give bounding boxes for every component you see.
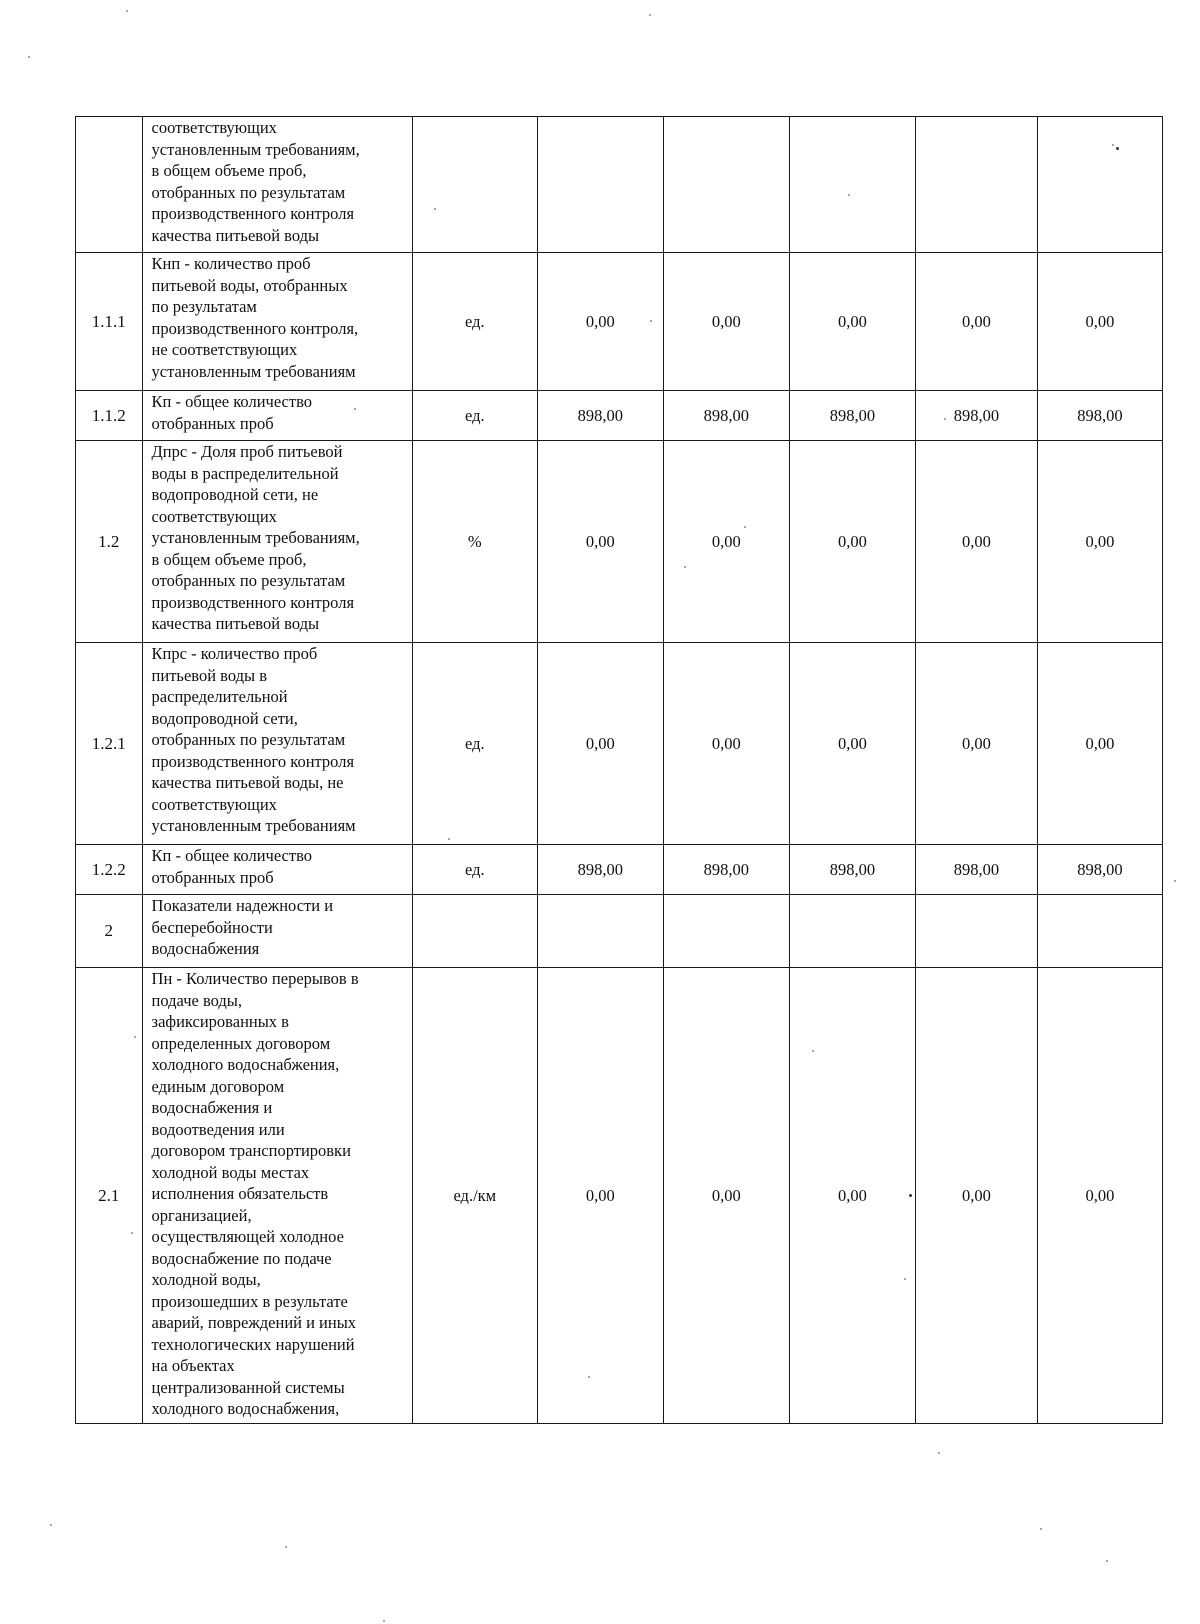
row-value: 0,00 xyxy=(915,968,1037,1424)
scan-speck xyxy=(134,1036,136,1038)
row-value xyxy=(663,117,789,253)
scan-speck xyxy=(131,1232,133,1234)
scan-speck xyxy=(744,526,746,528)
indicators-table xyxy=(75,116,1163,1424)
row-value: 898,00 xyxy=(915,391,1037,441)
row-value: 898,00 xyxy=(789,391,915,441)
row-value: 898,00 xyxy=(537,391,663,441)
row-number: 1.2.1 xyxy=(76,643,143,845)
row-unit xyxy=(412,117,537,253)
table-row xyxy=(76,117,1163,253)
scan-speck xyxy=(1116,147,1119,150)
table-row xyxy=(76,441,1163,643)
row-value: 0,00 xyxy=(537,968,663,1424)
row-description: Показатели надежности и бесперебойности водоснабжения xyxy=(142,895,412,968)
row-value xyxy=(537,895,663,968)
row-unit: % xyxy=(412,441,537,643)
row-unit xyxy=(412,895,537,968)
row-unit: ед. xyxy=(412,253,537,391)
row-value: 0,00 xyxy=(789,441,915,643)
row-number: 2.1 xyxy=(76,968,143,1424)
row-value: 0,00 xyxy=(663,968,789,1424)
scan-speck xyxy=(684,566,686,568)
row-value xyxy=(1037,117,1162,253)
row-value: 0,00 xyxy=(663,441,789,643)
row-value: 0,00 xyxy=(663,643,789,845)
row-description: Дпрс - Доля проб питьевой воды в распределительной водопроводной сети, не соответствующих установленным требованиям, в общем объеме проб, отобранных по результатам производственного контроля качества питьевой воды xyxy=(142,441,412,643)
scan-speck xyxy=(904,1278,906,1280)
scan-speck xyxy=(448,838,450,840)
scan-speck xyxy=(126,10,128,12)
row-description: Кпрс - количество проб питьевой воды в распределительной водопроводной сети, отобранных по результатам производственного контроля качества питьевой воды, не соответствующих установленным требованиям xyxy=(142,643,412,845)
row-description: соответствующих установленным требованиям, в общем объеме проб, отобранных по результатам производственного контроля качества питьевой воды xyxy=(142,117,412,253)
row-value xyxy=(915,895,1037,968)
table-row xyxy=(76,643,1163,845)
row-value: 898,00 xyxy=(789,845,915,895)
row-value xyxy=(1037,895,1162,968)
row-description: Пн - Количество перерывов в подаче воды, зафиксированных в определенных договором холодного водоснабжения, единым договором водоснабжения и водоотведения или договором транспортировки холодной воды местах исполнения обязательств организацией, осуществляющей холодное водоснабжение по подаче холодной воды, произошедших в результате аварий, повреждений и иных технологических нарушений на объектах централизованной системы холодного водоснабжения, xyxy=(142,968,412,1424)
row-value: 0,00 xyxy=(1037,968,1162,1424)
row-value xyxy=(537,117,663,253)
table-row xyxy=(76,253,1163,391)
row-number: 1.1.1 xyxy=(76,253,143,391)
scan-speck xyxy=(944,418,946,420)
row-value: 898,00 xyxy=(1037,845,1162,895)
row-value: 0,00 xyxy=(663,253,789,391)
row-description: Кп - общее количество отобранных проб xyxy=(142,391,412,441)
row-value: 898,00 xyxy=(663,845,789,895)
row-value xyxy=(915,117,1037,253)
scan-speck xyxy=(1174,880,1176,882)
scan-speck xyxy=(909,1194,912,1197)
scan-speck xyxy=(938,1452,940,1454)
row-value: 0,00 xyxy=(789,643,915,845)
row-description: Кнп - количество проб питьевой воды, отобранных по результатам производственного контроля, не соответствующих установленным требованиям xyxy=(142,253,412,391)
table-row xyxy=(76,391,1163,441)
row-value: 0,00 xyxy=(537,441,663,643)
table-row xyxy=(76,895,1163,968)
scan-speck xyxy=(383,1620,385,1622)
row-value: 0,00 xyxy=(915,441,1037,643)
scan-speck xyxy=(1112,144,1114,146)
row-number: 1.2 xyxy=(76,441,143,643)
table-row xyxy=(76,845,1163,895)
row-value: 0,00 xyxy=(537,253,663,391)
scan-speck xyxy=(649,14,651,16)
scan-speck xyxy=(588,1376,590,1378)
scan-speck xyxy=(28,56,30,58)
row-value: 0,00 xyxy=(915,253,1037,391)
row-unit: ед./км xyxy=(412,968,537,1424)
row-number: 1.2.2 xyxy=(76,845,143,895)
row-value xyxy=(663,895,789,968)
row-number xyxy=(76,117,143,253)
row-value: 898,00 xyxy=(663,391,789,441)
row-value xyxy=(789,895,915,968)
scan-speck xyxy=(1040,1528,1042,1530)
scan-speck xyxy=(434,208,436,210)
row-value xyxy=(789,117,915,253)
row-unit: ед. xyxy=(412,391,537,441)
scan-speck xyxy=(285,1546,287,1548)
scan-speck xyxy=(50,1524,52,1526)
row-unit: ед. xyxy=(412,643,537,845)
table-row xyxy=(76,968,1163,1424)
row-value: 898,00 xyxy=(915,845,1037,895)
scan-speck xyxy=(1106,1560,1108,1562)
row-unit: ед. xyxy=(412,845,537,895)
row-value: 0,00 xyxy=(915,643,1037,845)
row-description: Кп - общее количество отобранных проб xyxy=(142,845,412,895)
row-value: 898,00 xyxy=(537,845,663,895)
row-value: 0,00 xyxy=(1037,253,1162,391)
scan-speck xyxy=(812,1050,814,1052)
scan-speck xyxy=(848,194,850,196)
row-number: 1.1.2 xyxy=(76,391,143,441)
row-value: 898,00 xyxy=(1037,391,1162,441)
row-value: 0,00 xyxy=(537,643,663,845)
row-value: 0,00 xyxy=(789,968,915,1424)
row-value: 0,00 xyxy=(1037,643,1162,845)
row-value: 0,00 xyxy=(789,253,915,391)
row-value: 0,00 xyxy=(1037,441,1162,643)
scan-speck xyxy=(354,408,356,410)
scan-speck xyxy=(650,320,652,322)
row-number: 2 xyxy=(76,895,143,968)
